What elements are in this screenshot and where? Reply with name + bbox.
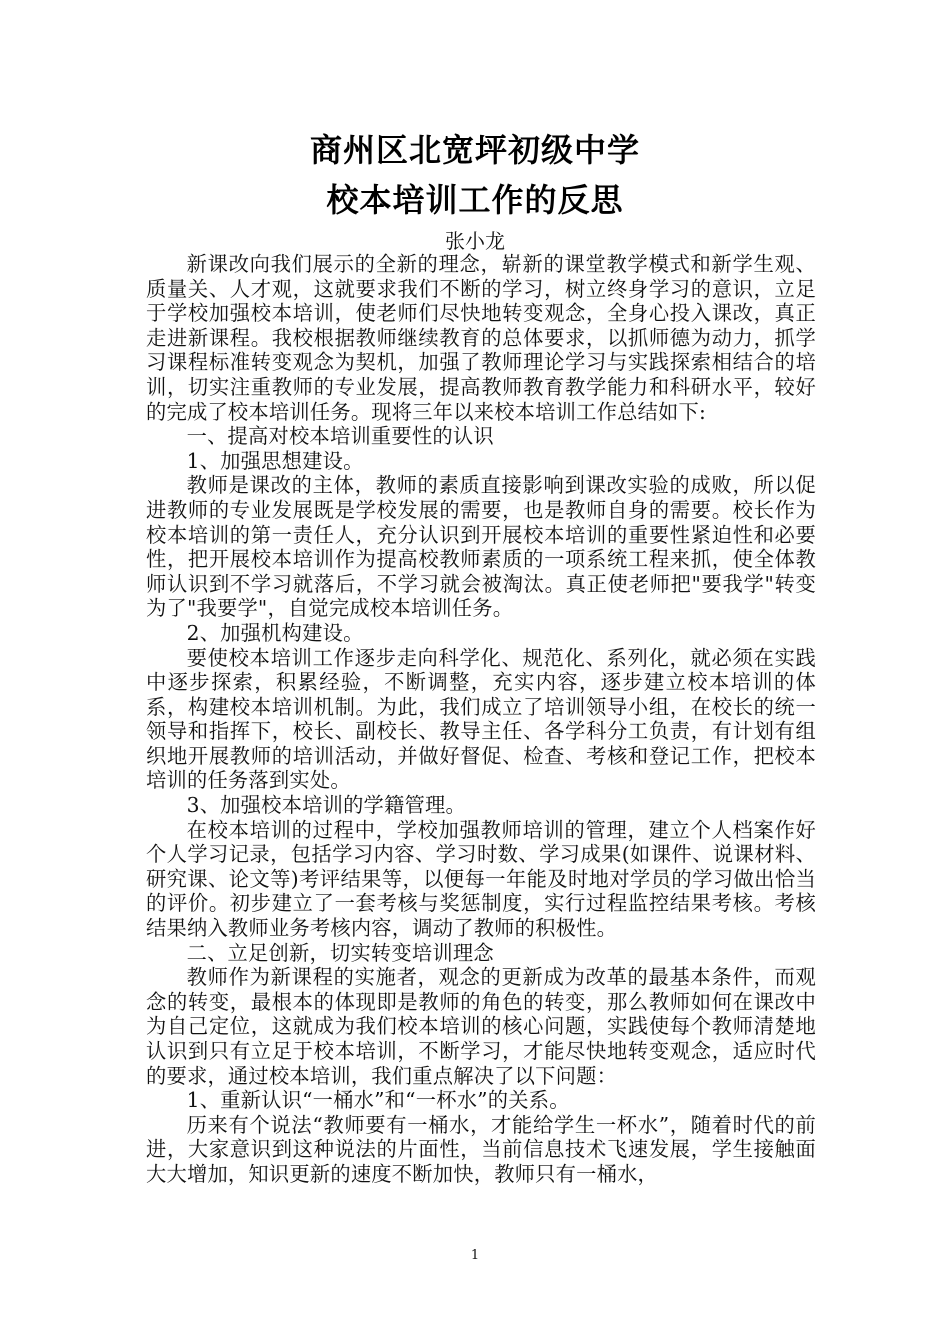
subheading-1-3: 3、加强校本培训的学籍管理。 [186,793,466,818]
subheading-2-1: 1、重新认识“一桶水”和“一杯水”的关系。 [186,1088,570,1113]
section-heading-2: 二、立足创新，切实转变培训理念 [186,940,494,965]
paragraph: 要使校本培训工作逐步走向科学化、规范化、系列化，就必须在实践中逐步探索，积累经验，不断调整，充实内容，逐步建立校本培训的体系，构建校本培训机制。为此，我们成立了培训领导小组，在校长的统一领导和指挥下，校长、副校长、教导主任、各学科分工负责，有计划有组织地开展教师的培训活动，并做好督促、检查、考核和登记工作，把校本培训的任务落到实处。 [146,645,816,793]
paragraph: 在校本培训的过程中，学校加强教师培训的管理，建立个人档案作好个人学习记录，包括学习内容、学习时数、学习成果(如课件、说课材料、研究课、论文等)考评结果等，以便每一年能及时地对学员的学习做出恰当的评价。初步建立了一套考核与奖惩制度，实行过程监控结果考核。考核结果纳入教师业务考核内容，调动了教师的积极性。 [146,817,816,941]
subheading-1-1: 1、加强思想建设。 [186,448,364,473]
section-heading-1: 一、提高对校本培训重要性的认识 [186,424,494,449]
paragraph-intro: 新课改向我们展示的全新的理念，崭新的课堂教学模式和新学生观、质量关、人才观，这就要求我们不断的学习，树立终身学习的意识，立足于学校加强校本培训，使老师们尽快地转变观念，全身心投入课改，真正走进新课程。我校根据教师继续教育的总体要求，以抓师德为动力，抓学习课程标准转变观念为契机，加强了教师理论学习与实践探索相结合的培训，切实注重教师的专业发展，提高教师教育教学能力和科研水平，较好的完成了校本培训任务。现将三年以来校本培训工作总结如下: [146,252,816,424]
document-title-line1: 商州区北宽坪初级中学 [309,131,640,169]
page-number: 1 [470,1248,480,1263]
document-title-line2: 校本培训工作的反思 [326,181,624,219]
author-name: 张小龙 [445,229,505,253]
paragraph: 教师作为新课程的实施者，观念的更新成为改革的最基本条件，而观念的转变，最根本的体现即是教师的角色的转变，那么教师如何在课改中为自己定位，这就成为我们校本培训的核心问题，实践使每个教师清楚地认识到只有立足于校本培训，不断学习，才能尽快地转变观念，适应时代的要求，通过校本培训，我们重点解决了以下问题： [146,965,816,1088]
document-body [146,252,816,1187]
subheading-1-2: 2、加强机构建设。 [186,620,364,645]
paragraph: 教师是课改的主体，教师的素质直接影响到课改实验的成败，所以促进教师的专业发展既是学校发展的需要，也是教师自身的需要。校长作为校本培训的第一责任人，充分认识到开展校本培训的重要性紧迫性和必要性，把开展校本培训作为提高校教师素质的一项系统工程来抓，使全体教师认识到不学习就落后，不学习就会被淘汰。真正使老师把"要我学"转变为了"我要学"，自觉完成校本培训任务。 [146,473,816,621]
paragraph: 历来有个说法“教师要有一桶水，才能给学生一杯水”，随着时代的前进，大家意识到这种说法的片面性，当前信息技术飞速发展，学生接触面大大增加，知识更新的速度不断加快，教师只有一桶水， [146,1112,816,1186]
